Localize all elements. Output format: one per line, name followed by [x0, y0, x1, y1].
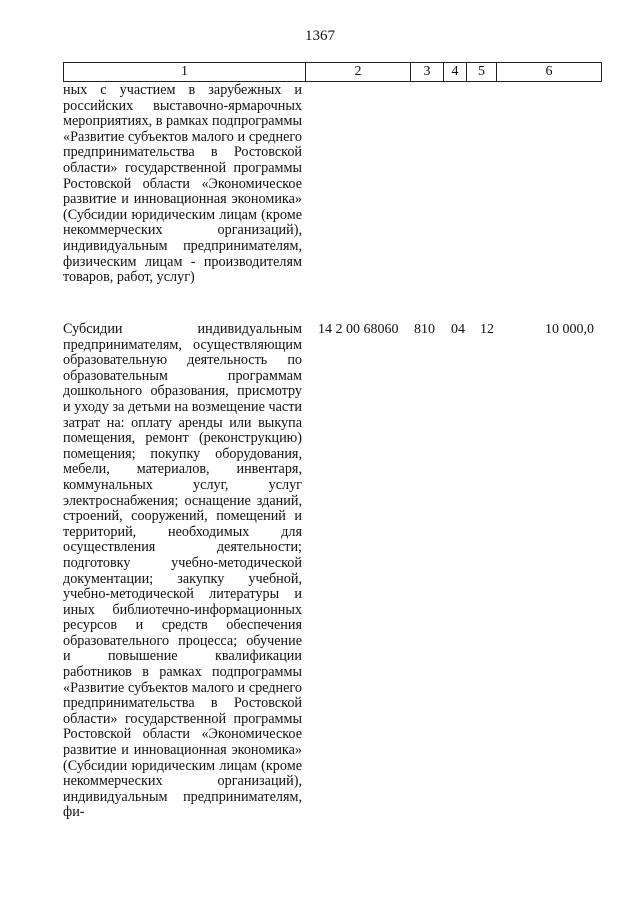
col-header-4: 4: [444, 63, 467, 82]
col-header-5: 5: [467, 63, 497, 82]
page-number: 1367: [305, 28, 335, 44]
subsection-code: 12: [480, 322, 494, 337]
target-article-code: 14 2 00 68060: [318, 322, 399, 337]
amount: 10 000,0: [545, 322, 594, 337]
row-description: Субсидии индивидуальным предпринимателям, осуществляющим образовательную деятельность по образовательным программам дошкольного образования, присмотру и уходу за детьми на возмещение части затрат на: оплату аренды или выкупа помещения, ремонт (реконструкцию) помещения; покупку оборудования, мебели, материалов, инвентаря, коммунальных услуг, услуг электроснабжения; оснащение зданий, строений, сооружений, помещений и территорий, необходимых для осуществления деятельности; подготовку учебно-методической документации; закупку учебной, учебно-методической литературы и иных библиотечно-информационных ресурсов и средств обеспечения образовательного процесса; обучение и повышение квалификации работников в рамках подпрограммы «Развитие субъектов малого и среднего предпринимательства в Ростовской области» государственной программы Ростовской области «Экономическое развитие и инновационная экономика» (Субсидии юридическим лицам (кроме некоммерческих организаций), индивидуальным предпринимателям, фи-: [63, 321, 302, 821]
col-header-6: 6: [497, 63, 602, 82]
section-code: 04: [451, 322, 465, 337]
row-description: ных с участием в зарубежных и российских выставочно-ярмарочных мероприятиях, в рамках подпрограммы «Развитие субъектов малого и среднего предпринимательства в Ростовской области» государственной программы Ростовской области «Экономическое развитие и инновационная экономика» (Субсидии юридическим лицам (кроме некоммерческих организаций), индивидуальным предпринимателям, физическим лицам - производителям товаров, работ, услуг): [63, 82, 302, 286]
col-header-1: 1: [64, 63, 306, 82]
table-header: [63, 62, 602, 82]
expense-type-code: 810: [414, 322, 435, 337]
col-header-3: 3: [411, 63, 444, 82]
col-header-2: 2: [306, 63, 411, 82]
